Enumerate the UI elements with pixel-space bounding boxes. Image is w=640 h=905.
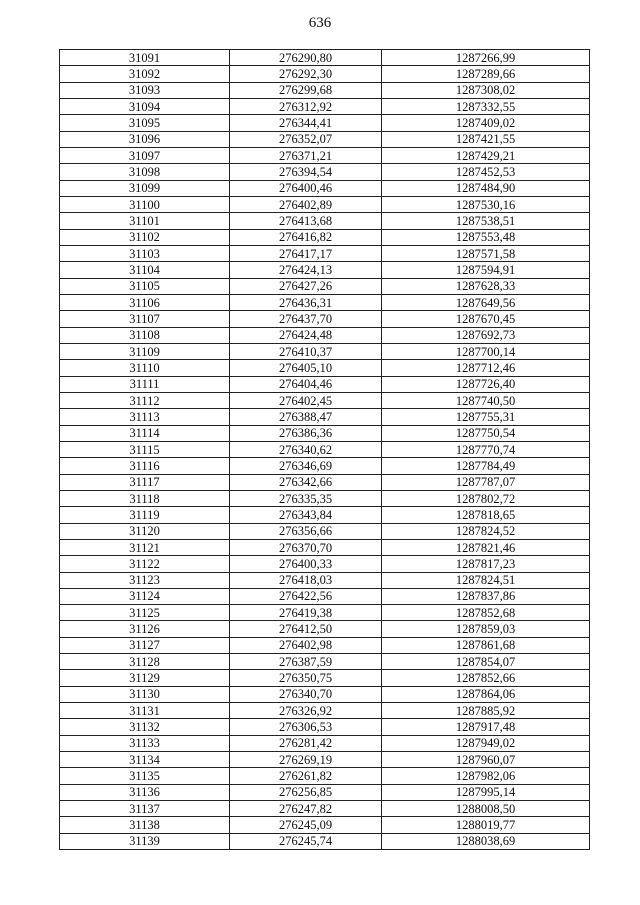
y-coordinate-cell: 1287726,40 xyxy=(382,376,590,392)
y-coordinate-cell: 1287885,92 xyxy=(382,703,590,719)
x-coordinate-cell: 276371,21 xyxy=(230,147,382,163)
x-coordinate-cell: 276306,53 xyxy=(230,719,382,735)
table-row xyxy=(60,654,590,670)
x-coordinate-cell: 276400,46 xyxy=(230,180,382,196)
y-coordinate-cell: 1287859,03 xyxy=(382,621,590,637)
table-row xyxy=(60,817,590,833)
x-coordinate-cell: 276424,48 xyxy=(230,327,382,343)
table-row xyxy=(60,425,590,441)
y-coordinate-cell: 1287852,66 xyxy=(382,670,590,686)
y-coordinate-cell: 1287700,14 xyxy=(382,343,590,359)
y-coordinate-cell: 1287770,74 xyxy=(382,441,590,457)
point-number-cell: 31136 xyxy=(60,784,230,800)
table-row xyxy=(60,213,590,229)
y-coordinate-cell: 1287429,21 xyxy=(382,147,590,163)
x-coordinate-cell: 276356,66 xyxy=(230,523,382,539)
table-row xyxy=(60,180,590,196)
y-coordinate-cell: 1287824,51 xyxy=(382,572,590,588)
point-number-cell: 31108 xyxy=(60,327,230,343)
table-row xyxy=(60,245,590,261)
point-number-cell: 31125 xyxy=(60,605,230,621)
x-coordinate-cell: 276404,46 xyxy=(230,376,382,392)
point-number-cell: 31122 xyxy=(60,556,230,572)
table-row xyxy=(60,327,590,343)
x-coordinate-cell: 276427,26 xyxy=(230,278,382,294)
table-row xyxy=(60,147,590,163)
x-coordinate-cell: 276247,82 xyxy=(230,801,382,817)
table-row xyxy=(60,262,590,278)
x-coordinate-cell: 276417,17 xyxy=(230,245,382,261)
y-coordinate-cell: 1288019,77 xyxy=(382,817,590,833)
point-number-cell: 31103 xyxy=(60,245,230,261)
table-row xyxy=(60,376,590,392)
point-number-cell: 31123 xyxy=(60,572,230,588)
point-number-cell: 31135 xyxy=(60,768,230,784)
table-row xyxy=(60,490,590,506)
point-number-cell: 31112 xyxy=(60,392,230,408)
y-coordinate-cell: 1287692,73 xyxy=(382,327,590,343)
x-coordinate-cell: 276400,33 xyxy=(230,556,382,572)
point-number-cell: 31096 xyxy=(60,131,230,147)
x-coordinate-cell: 276245,09 xyxy=(230,817,382,833)
point-number-cell: 31134 xyxy=(60,752,230,768)
y-coordinate-cell: 1287960,07 xyxy=(382,752,590,768)
x-coordinate-cell: 276402,89 xyxy=(230,196,382,212)
y-coordinate-cell: 1287530,16 xyxy=(382,196,590,212)
table-row xyxy=(60,523,590,539)
point-number-cell: 31118 xyxy=(60,490,230,506)
x-coordinate-cell: 276410,37 xyxy=(230,343,382,359)
point-number-cell: 31119 xyxy=(60,507,230,523)
point-number-cell: 31095 xyxy=(60,115,230,131)
point-number-cell: 31105 xyxy=(60,278,230,294)
y-coordinate-cell: 1287784,49 xyxy=(382,458,590,474)
table-row xyxy=(60,507,590,523)
y-coordinate-cell: 1287332,55 xyxy=(382,98,590,114)
point-number-cell: 31133 xyxy=(60,735,230,751)
x-coordinate-cell: 276346,69 xyxy=(230,458,382,474)
y-coordinate-cell: 1287289,66 xyxy=(382,66,590,82)
point-number-cell: 31117 xyxy=(60,474,230,490)
x-coordinate-cell: 276290,80 xyxy=(230,50,382,66)
y-coordinate-cell: 1287995,14 xyxy=(382,784,590,800)
point-number-cell: 31107 xyxy=(60,311,230,327)
y-coordinate-cell: 1288008,50 xyxy=(382,801,590,817)
x-coordinate-cell: 276402,45 xyxy=(230,392,382,408)
y-coordinate-cell: 1287917,48 xyxy=(382,719,590,735)
x-coordinate-cell: 276424,13 xyxy=(230,262,382,278)
point-number-cell: 31110 xyxy=(60,360,230,376)
x-coordinate-cell: 276281,42 xyxy=(230,735,382,751)
x-coordinate-cell: 276370,70 xyxy=(230,539,382,555)
table-row xyxy=(60,703,590,719)
point-number-cell: 31124 xyxy=(60,588,230,604)
table-row xyxy=(60,539,590,555)
table-row xyxy=(60,131,590,147)
table-row xyxy=(60,115,590,131)
point-number-cell: 31102 xyxy=(60,229,230,245)
x-coordinate-cell: 276350,75 xyxy=(230,670,382,686)
y-coordinate-cell: 1287484,90 xyxy=(382,180,590,196)
table-row xyxy=(60,801,590,817)
table-body xyxy=(60,50,590,850)
x-coordinate-cell: 276245,74 xyxy=(230,833,382,849)
point-number-cell: 31132 xyxy=(60,719,230,735)
page-number: 636 xyxy=(308,15,332,31)
y-coordinate-cell: 1287538,51 xyxy=(382,213,590,229)
point-number-cell: 31109 xyxy=(60,343,230,359)
y-coordinate-cell: 1287837,86 xyxy=(382,588,590,604)
table-row xyxy=(60,474,590,490)
table-row xyxy=(60,360,590,376)
table-row xyxy=(60,229,590,245)
y-coordinate-cell: 1287982,06 xyxy=(382,768,590,784)
x-coordinate-cell: 276413,68 xyxy=(230,213,382,229)
table-row xyxy=(60,164,590,180)
table-row xyxy=(60,784,590,800)
table-row xyxy=(60,719,590,735)
x-coordinate-cell: 276340,62 xyxy=(230,441,382,457)
y-coordinate-cell: 1287308,02 xyxy=(382,82,590,98)
y-coordinate-cell: 1287712,46 xyxy=(382,360,590,376)
point-number-cell: 31137 xyxy=(60,801,230,817)
point-number-cell: 31114 xyxy=(60,425,230,441)
y-coordinate-cell: 1287266,99 xyxy=(382,50,590,66)
y-coordinate-cell: 1287755,31 xyxy=(382,409,590,425)
y-coordinate-cell: 1287802,72 xyxy=(382,490,590,506)
y-coordinate-cell: 1287750,54 xyxy=(382,425,590,441)
x-coordinate-cell: 276344,41 xyxy=(230,115,382,131)
table-row xyxy=(60,637,590,653)
y-coordinate-cell: 1287670,45 xyxy=(382,311,590,327)
table-row xyxy=(60,735,590,751)
point-number-cell: 31128 xyxy=(60,654,230,670)
y-coordinate-cell: 1287818,65 xyxy=(382,507,590,523)
x-coordinate-cell: 276418,03 xyxy=(230,572,382,588)
table-row xyxy=(60,98,590,114)
table-row xyxy=(60,621,590,637)
x-coordinate-cell: 276261,82 xyxy=(230,768,382,784)
x-coordinate-cell: 276387,59 xyxy=(230,654,382,670)
table-row xyxy=(60,294,590,310)
x-coordinate-cell: 276422,56 xyxy=(230,588,382,604)
x-coordinate-cell: 276388,47 xyxy=(230,409,382,425)
x-coordinate-cell: 276343,84 xyxy=(230,507,382,523)
table-row xyxy=(60,670,590,686)
x-coordinate-cell: 276405,10 xyxy=(230,360,382,376)
y-coordinate-cell: 1287649,56 xyxy=(382,294,590,310)
y-coordinate-cell: 1287409,02 xyxy=(382,115,590,131)
y-coordinate-cell: 1287864,06 xyxy=(382,686,590,702)
point-number-cell: 31139 xyxy=(60,833,230,849)
point-number-cell: 31113 xyxy=(60,409,230,425)
point-number-cell: 31101 xyxy=(60,213,230,229)
point-number-cell: 31116 xyxy=(60,458,230,474)
table-row xyxy=(60,82,590,98)
x-coordinate-cell: 276269,19 xyxy=(230,752,382,768)
x-coordinate-cell: 276394,54 xyxy=(230,164,382,180)
table-row xyxy=(60,605,590,621)
table-row xyxy=(60,441,590,457)
x-coordinate-cell: 276436,31 xyxy=(230,294,382,310)
table-row xyxy=(60,311,590,327)
y-coordinate-cell: 1287553,48 xyxy=(382,229,590,245)
x-coordinate-cell: 276352,07 xyxy=(230,131,382,147)
point-number-cell: 31104 xyxy=(60,262,230,278)
y-coordinate-cell: 1287452,53 xyxy=(382,164,590,180)
y-coordinate-cell: 1287824,52 xyxy=(382,523,590,539)
x-coordinate-cell: 276412,50 xyxy=(230,621,382,637)
point-number-cell: 31097 xyxy=(60,147,230,163)
x-coordinate-cell: 276437,70 xyxy=(230,311,382,327)
table-row xyxy=(60,588,590,604)
table-row xyxy=(60,768,590,784)
point-number-cell: 31091 xyxy=(60,50,230,66)
x-coordinate-cell: 276312,92 xyxy=(230,98,382,114)
y-coordinate-cell: 1287421,55 xyxy=(382,131,590,147)
x-coordinate-cell: 276386,36 xyxy=(230,425,382,441)
point-number-cell: 31121 xyxy=(60,539,230,555)
table-row xyxy=(60,572,590,588)
point-number-cell: 31115 xyxy=(60,441,230,457)
y-coordinate-cell: 1287571,58 xyxy=(382,245,590,261)
point-number-cell: 31094 xyxy=(60,98,230,114)
table-row xyxy=(60,752,590,768)
y-coordinate-cell: 1287740,50 xyxy=(382,392,590,408)
point-number-cell: 31138 xyxy=(60,817,230,833)
y-coordinate-cell: 1287854,07 xyxy=(382,654,590,670)
x-coordinate-cell: 276256,85 xyxy=(230,784,382,800)
point-number-cell: 31129 xyxy=(60,670,230,686)
x-coordinate-cell: 276342,66 xyxy=(230,474,382,490)
y-coordinate-cell: 1287817,23 xyxy=(382,556,590,572)
y-coordinate-cell: 1287628,33 xyxy=(382,278,590,294)
x-coordinate-cell: 276416,82 xyxy=(230,229,382,245)
y-coordinate-cell: 1287787,07 xyxy=(382,474,590,490)
point-number-cell: 31126 xyxy=(60,621,230,637)
point-number-cell: 31106 xyxy=(60,294,230,310)
point-number-cell: 31099 xyxy=(60,180,230,196)
y-coordinate-cell: 1287949,02 xyxy=(382,735,590,751)
table-row xyxy=(60,686,590,702)
x-coordinate-cell: 276299,68 xyxy=(230,82,382,98)
y-coordinate-cell: 1287821,46 xyxy=(382,539,590,555)
table-row xyxy=(60,458,590,474)
y-coordinate-cell: 1287861,68 xyxy=(382,637,590,653)
y-coordinate-cell: 1287594,91 xyxy=(382,262,590,278)
point-number-cell: 31130 xyxy=(60,686,230,702)
x-coordinate-cell: 276335,35 xyxy=(230,490,382,506)
table-row xyxy=(60,409,590,425)
point-number-cell: 31100 xyxy=(60,196,230,212)
table-row xyxy=(60,278,590,294)
y-coordinate-cell: 1287852,68 xyxy=(382,605,590,621)
x-coordinate-cell: 276340,70 xyxy=(230,686,382,702)
x-coordinate-cell: 276419,38 xyxy=(230,605,382,621)
table-row xyxy=(60,392,590,408)
point-number-cell: 31093 xyxy=(60,82,230,98)
table-row xyxy=(60,833,590,849)
point-number-cell: 31098 xyxy=(60,164,230,180)
point-number-cell: 31111 xyxy=(60,376,230,392)
table-row xyxy=(60,556,590,572)
x-coordinate-cell: 276326,92 xyxy=(230,703,382,719)
table-row xyxy=(60,343,590,359)
table-row xyxy=(60,66,590,82)
y-coordinate-cell: 1288038,69 xyxy=(382,833,590,849)
point-number-cell: 31092 xyxy=(60,66,230,82)
table-row xyxy=(60,50,590,66)
point-number-cell: 31131 xyxy=(60,703,230,719)
x-coordinate-cell: 276292,30 xyxy=(230,66,382,82)
coordinates-table xyxy=(59,49,590,850)
table-row xyxy=(60,196,590,212)
x-coordinate-cell: 276402,98 xyxy=(230,637,382,653)
point-number-cell: 31127 xyxy=(60,637,230,653)
point-number-cell: 31120 xyxy=(60,523,230,539)
